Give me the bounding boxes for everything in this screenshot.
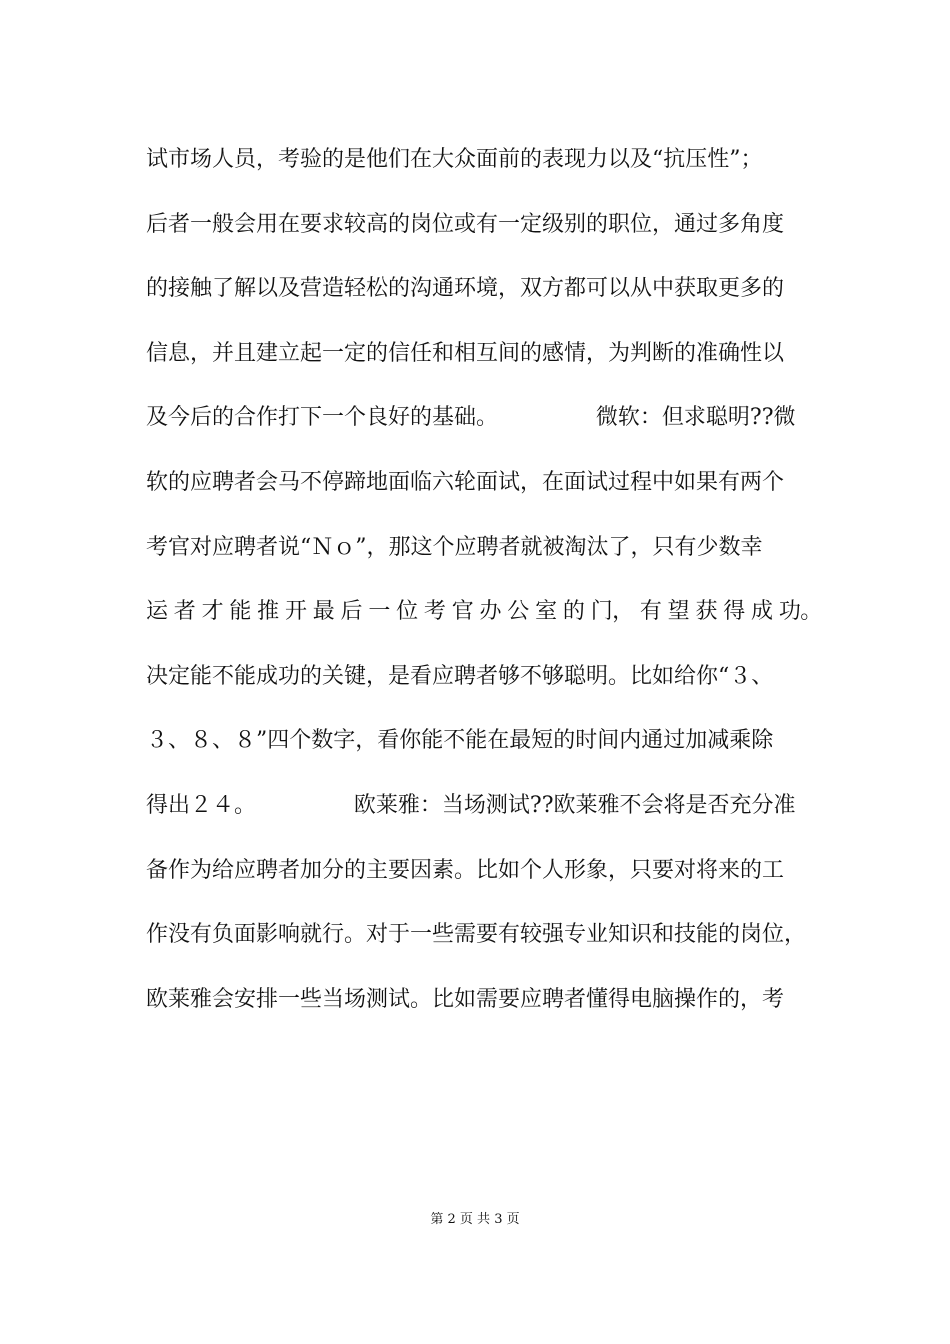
text-line-10: ３、８、８”四个数字，看你能不能在最短的时间内通过加减乘除 xyxy=(146,728,774,754)
text-line-7: 考官对应聘者说“Ｎｏ”，那这个应聘者就被淘汰了，只有少数幸 xyxy=(146,534,763,560)
text-line-4: 信息，并且建立起一定的信任和相互间的感情，为判断的准确性以 xyxy=(146,340,785,366)
page-number-footer: 第 2 页 共 3 页 xyxy=(430,1212,520,1227)
text-line-1: 试市场人员，考验的是他们在大众面前的表现力以及“抗压性”； xyxy=(146,147,763,172)
body-text xyxy=(146,132,822,1036)
text-line-8: 运 者 才 能 推 开 最 后 一 位 考 官 办 公 室 的 门， 有 望 获 得 成 功。 xyxy=(146,599,822,625)
text-line-6: 软的应聘者会马不停蹄地面临六轮面试，在面试过程中如果有两个 xyxy=(146,469,785,495)
text-line-2: 后者一般会用在要求较高的岗位或有一定级别的职位，通过多角度 xyxy=(146,211,785,237)
text-line-3: 的接触了解以及营造轻松的沟通环境，双方都可以从中获取更多的 xyxy=(146,276,785,302)
text-line-14: 欧莱雅会安排一些当场测试。比如需要应聘者懂得电脑操作的，考 xyxy=(146,986,785,1012)
text-line-11: 得出２４。 欧莱雅：当场测试??欧莱雅不会将是否充分准 xyxy=(146,792,796,818)
text-line-12: 备作为给应聘者加分的主要因素。比如个人形象，只要对将来的工 xyxy=(146,857,785,883)
text-line-13: 作没有负面影响就行。对于一些需要有较强专业知识和技能的岗位， xyxy=(146,922,807,948)
text-line-5: 及今后的合作打下一个良好的基础。 微软：但求聪明??微 xyxy=(146,405,796,431)
text-line-9: 决定能不能成功的关键，是看应聘者够不够聪明。比如给你“３、 xyxy=(146,663,774,689)
